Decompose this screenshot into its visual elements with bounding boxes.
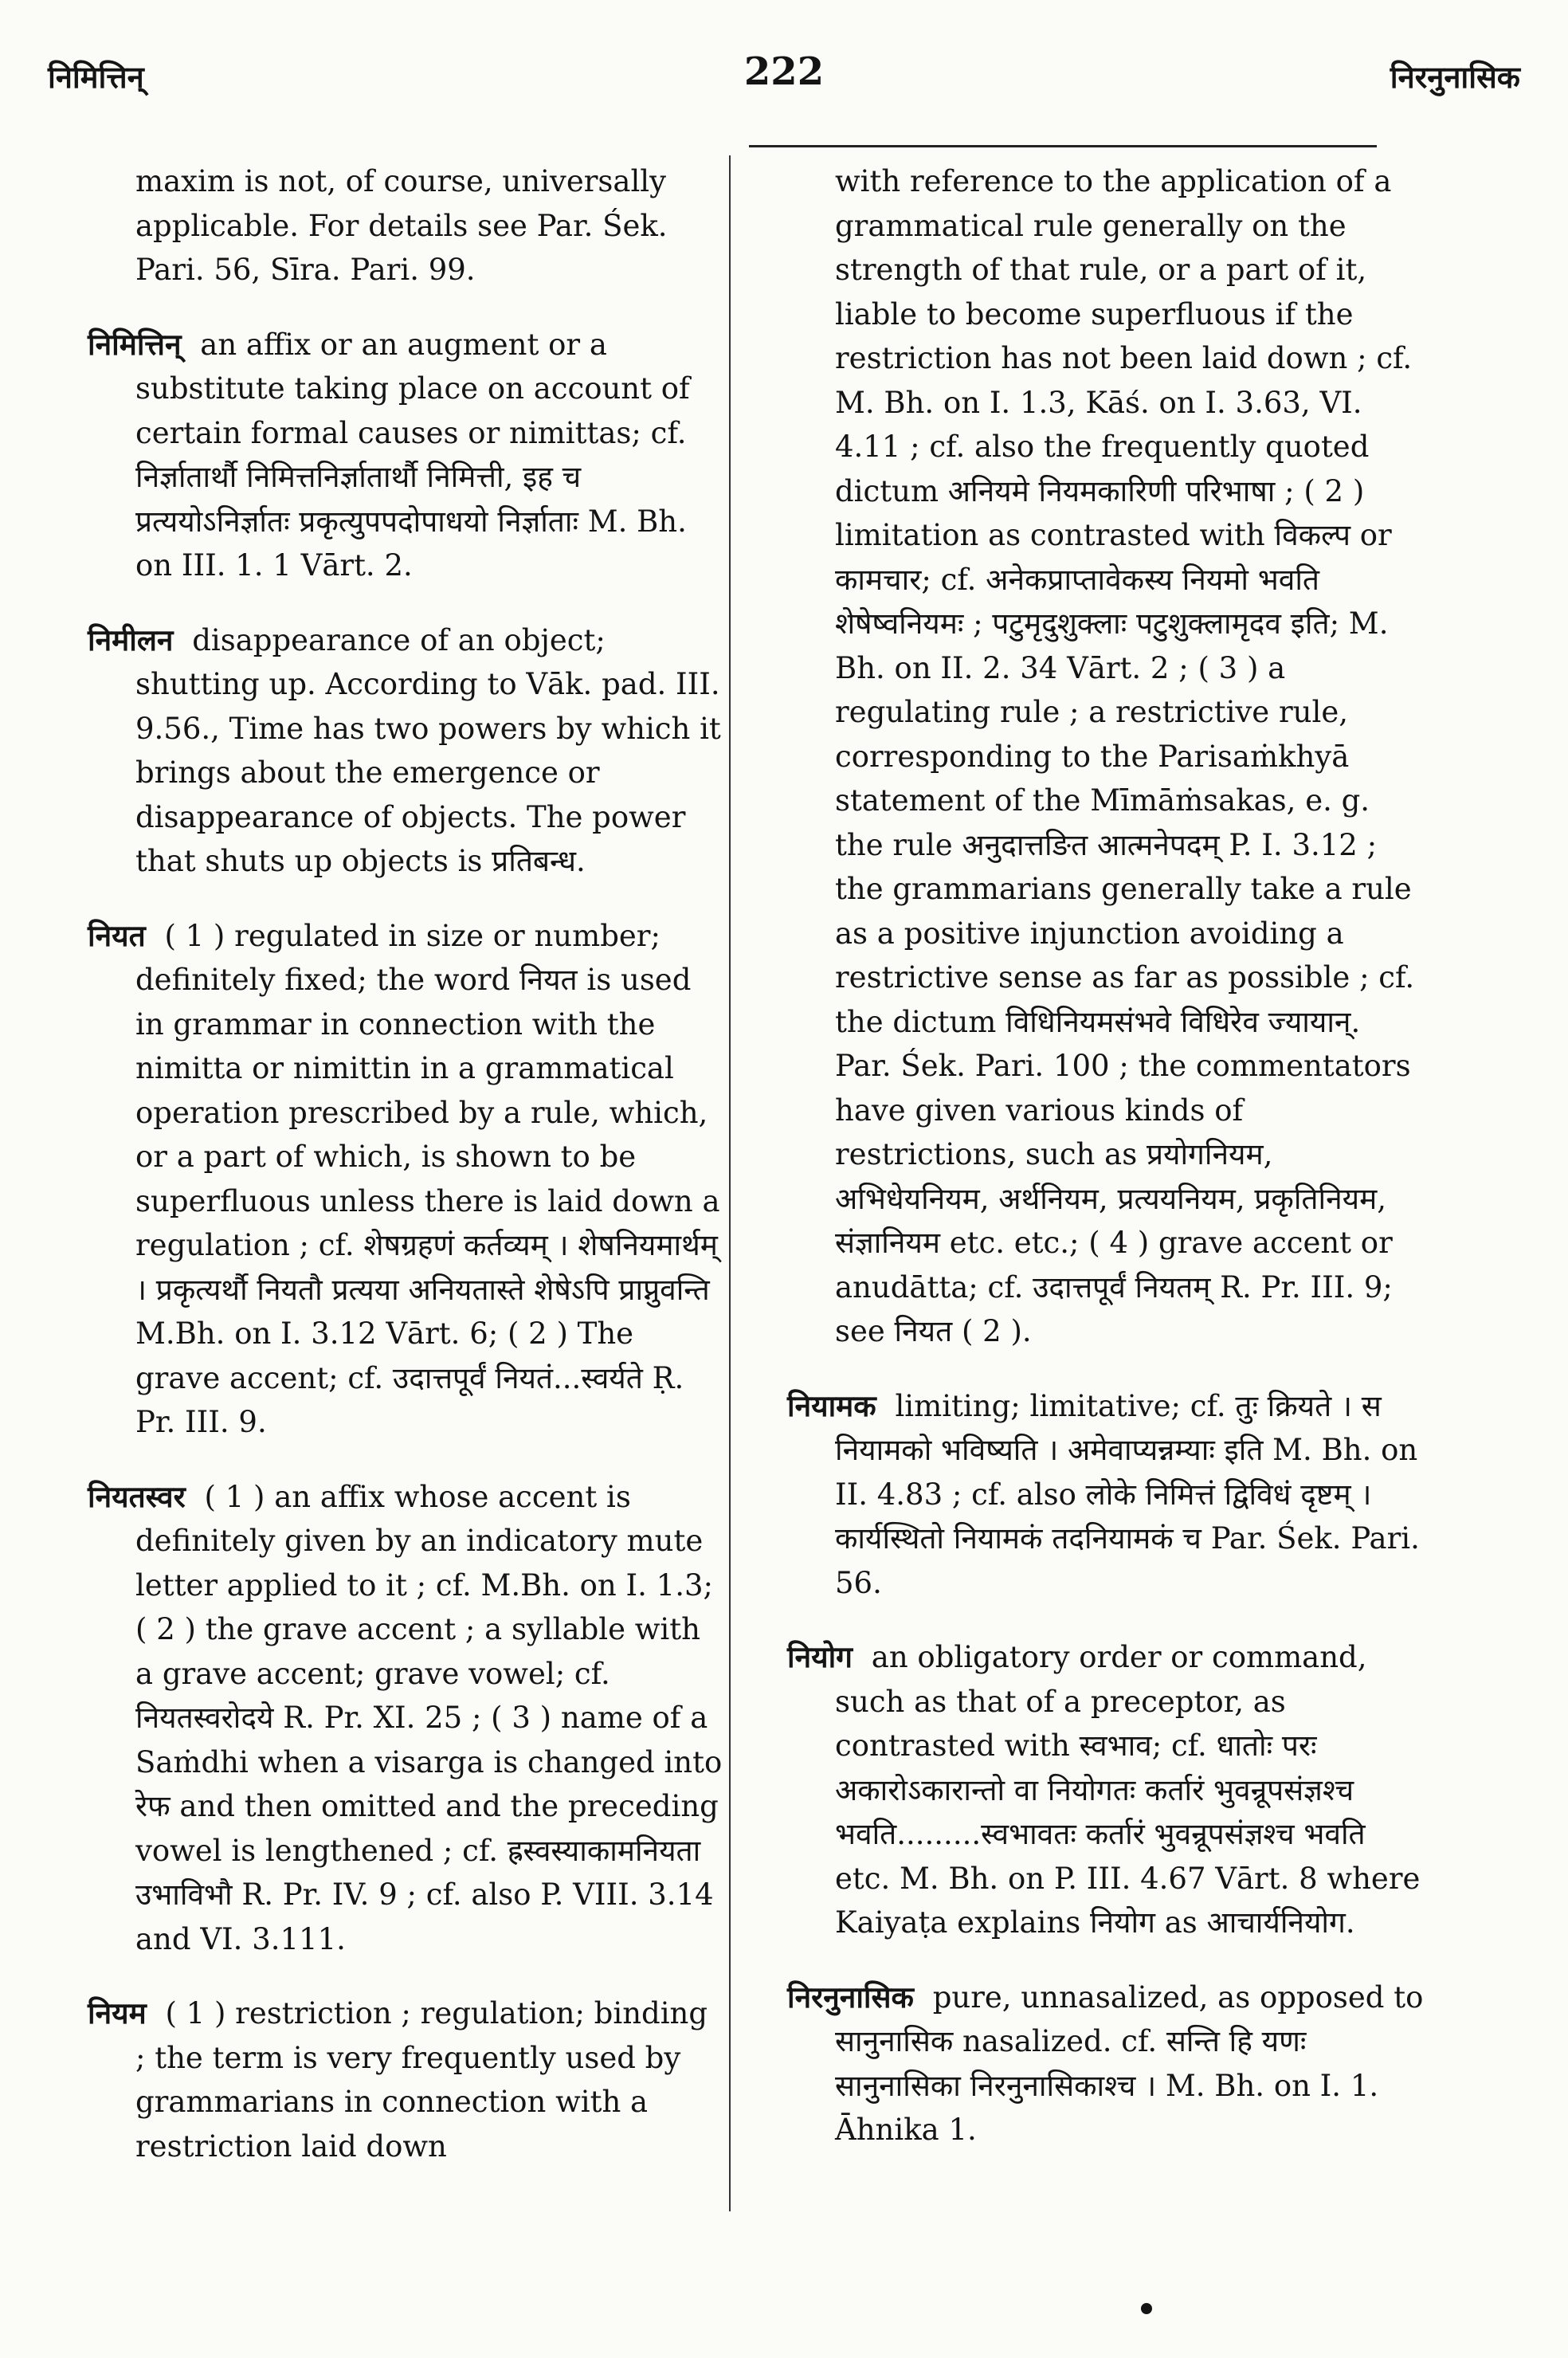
- entry-text: ( 1 ) restriction ; regulation; binding ; the term is very frequently used by grammarians in connection with a restriction laid down: [135, 1996, 708, 2164]
- entry-headword: नियत: [88, 918, 146, 953]
- entry-text: maxim is not, of course, universally applicable. For details see Par. Śek. Pari. 56, Sīra. Pari. 99.: [135, 164, 668, 287]
- entry-text: ( 1 ) regulated in size or number; definitely fixed; the word नियत is used in grammar in connection with the nimitta or nimittin in a grammatical operation prescribed by a rule, which, or a part of which, is shown to be superfluous unless there is laid down a regulation ; cf. शेषग्रहणं कर्तव्यम् । शेषनियमार्थम् । प्रकृत्यर्थौ नियतौ प्रत्यया अनियतास्ते शेषेऽपि प्राप्नुवन्ति M.Bh. on I. 3.12 Vārt. 6; ( 2 ) The grave accent; cf. उदात्तपूर्वं नियतं...स्वर्यते Ṛ. Pr. III. 9.: [135, 918, 720, 1439]
- entry: [88, 1475, 725, 1962]
- entry-text: limiting; limitative; cf. तुः क्रियते । स नियामको भविष्यति । अमेवाप्यन्नम्याः इति M. Bh. on II. 4.83 ; cf. also लोके निमित्तं द्विविधं दृष्टम् । कार्यस्थितो नियामकं तदनियामकं च Par. Śek. Pari. 56.: [835, 1388, 1420, 1600]
- entry-text: ( 1 ) an affix whose accent is definitely given by an indicatory mute letter applied to it ; cf. M.Bh. on I. 1.3; ( 2 ) the grave accent ; a syllable with a grave accent; grave vowel; cf. नियतस्वरोदये R. Pr. XI. 25 ; ( 3 ) name of a Saṁdhi when a visarga is changed into रेफ and then omitted and the preceding vowel is lengthened ; cf. ह्रस्वस्याकामनियता उभाविभौ R. Pr. IV. 9 ; cf. also P. VIII. 3.14 and VI. 3.111.: [135, 1479, 723, 1956]
- entry-continuation: [787, 159, 1425, 1354]
- header-rule: [749, 145, 1377, 147]
- entry-headword: नियतस्वर: [88, 1479, 186, 1514]
- entry: [88, 323, 725, 588]
- running-head-left: निमित्तिन्: [48, 60, 144, 95]
- column-divider: [729, 155, 731, 2211]
- page-number: 222: [743, 49, 825, 94]
- running-head-right: निरनुनासिक: [1390, 60, 1520, 95]
- entry-headword: नियम: [88, 1996, 147, 2030]
- entry-text: an obligatory order or command, such as that of a preceptor, as contrasted with स्वभाव; cf. धातोः परः अकारोऽकारान्तो वा नियोगतः कर्तारं भुवन्रूपसंज्ञश्च भवति.........स्वभावतः कर्तारं भुवन्रूपसंज्ञश्च भवति etc. M. Bh. on P. III. 4.67 Vārt. 8 where Kaiyaṭa explains नियोग as आचार्यनियोग.: [835, 1640, 1421, 1940]
- entry-text: pure, unnasalized, as opposed to सानुनासिक nasalized. cf. सन्ति हि यणः सानुनासिका निरनुनासिकाश्च । M. Bh. on I. 1. Āhnika 1.: [835, 1979, 1424, 2147]
- entry: [88, 914, 725, 1445]
- right-column: [787, 159, 1425, 2183]
- entry: [787, 1635, 1425, 1945]
- entry-headword: नियामक: [787, 1388, 876, 1423]
- end-mark-dot: [1141, 2303, 1152, 2314]
- entry-headword: निरनुनासिक: [787, 1979, 914, 2015]
- entry: [88, 1991, 725, 2168]
- entry-text: with reference to the application of a grammatical rule generally on the strength of that rule, or a part of it, liable to become superfluous if the restriction has not been laid down ; cf. M. Bh. on I. 1.3, Kāś. on I. 3.63, VI. 4.11 ; cf. also the frequently quoted dictum अनियमे नियमकारिणी परिभाषा ; ( 2 ) limitation as contrasted with विकल्प or कामचार; cf. अनेकप्राप्तावेकस्य नियमो भवति शेषेष्वनियमः ; पटुमृदुशुक्लाः पटुशुक्लामृदव इति; M. Bh. on II. 2. 34 Vārt. 2 ; ( 3 ) a regulating rule ; a restrictive rule, corresponding to the Parisaṁkhyā statement of the Mīmāṁsakas, e. g. the rule अनुदात्तङित आत्मनेपदम् P. I. 3.12 ; the grammarians generally take a rule as a positive injunction avoiding a restrictive sense as far as possible ; cf. the dictum विधिनियमसंभवे विधिरेव ज्यायान्. Par. Śek. Pari. 100 ; the commentators have given various kinds of restrictions, such as प्रयोगनियम, अभिधेयनियम, अर्थनियम, प्रत्ययनियम, प्रकृतिनियम, संज्ञानियम etc. etc.; ( 4 ) grave accent or anudātta; cf. उदात्तपूर्वं नियतम् R. Pr. III. 9; see नियत ( 2 ).: [835, 164, 1415, 1348]
- entry-text: disappearance of an object; shutting up. According to Vāk. pad. III. 9.56., Time has two powers by which it brings about the emergence or disappearance of objects. The power that shuts up objects is प्रतिबन्ध.: [135, 622, 721, 878]
- entry-text: an affix or an augment or a substitute taking place on account of certain formal causes or nimittas; cf. निर्ज्ञातार्थौ निमित्तनिर्ज्ञातार्थौ निमित्ती, इह च प्रत्ययोऽनिर्ज्ञातः प्रकृत्युपपदोपाधयो निर्ज्ञाताः M. Bh. on III. 1. 1 Vārt. 2.: [135, 327, 690, 583]
- entry: [787, 1384, 1425, 1606]
- entry-headword: निमीलन: [88, 622, 174, 657]
- entry: [88, 618, 725, 884]
- entry-headword: निमित्तिन्: [88, 327, 182, 362]
- entry-continuation: [88, 159, 725, 292]
- left-column: [88, 159, 725, 2199]
- entry-headword: नियोग: [787, 1640, 853, 1674]
- entry: [787, 1975, 1425, 2152]
- running-head: [48, 49, 1520, 104]
